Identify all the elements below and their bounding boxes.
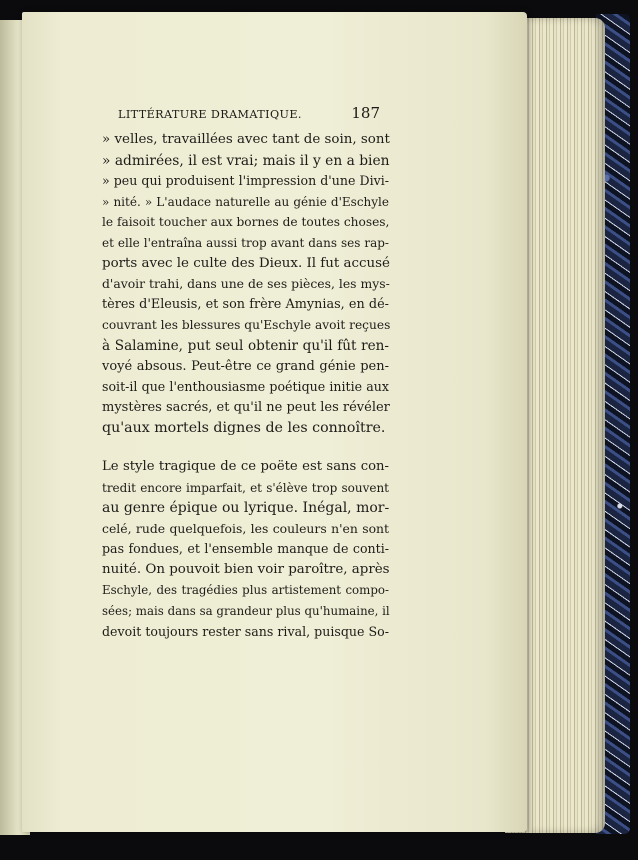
paragraph-1: [102, 130, 389, 439]
text-line: tredit encore imparfait, et s'élève trop souvent: [102, 480, 389, 495]
text-line: mystères sacrés, et qu'il ne peut les révéler: [102, 399, 390, 415]
text-line: sées; mais dans sa grandeur plus qu'humaine, il: [102, 604, 390, 619]
text-line: Eschyle, des tragédies plus artistement compo-: [102, 583, 389, 598]
text-line: voyé absous. Peut-être ce grand génie pen-: [102, 358, 389, 374]
text-line: couvrant les blessures qu'Eschyle avoit reçues: [102, 318, 391, 333]
text-line: tères d'Eleusis, et son frère Amynias, en dé-: [102, 296, 389, 312]
body-text: [102, 130, 389, 642]
page-header: [118, 104, 380, 126]
text-line: et elle l'entraîna aussi trop avant dans ses rap-: [102, 235, 389, 250]
paragraph-2: [102, 457, 389, 642]
text-line: » peu qui produisent l'impression d'une Divi-: [102, 173, 389, 189]
page-number: 187: [351, 104, 380, 122]
text-line: ports avec le culte des Dieux. Il fut accusé: [102, 255, 390, 271]
text-line: devoit toujours rester sans rival, puisque So-: [102, 623, 389, 639]
text-line: d'avoir trahi, dans une de ses pièces, les mys-: [102, 276, 390, 292]
text-line: celé, rude quelquefois, les couleurs n'en sont: [102, 520, 389, 536]
text-line: à Salamine, put seul obtenir qu'il fût ren-: [102, 337, 389, 354]
text-line: qu'aux mortels dignes de les connoître.: [102, 420, 386, 437]
paragraph-gap: [102, 439, 389, 457]
running-title: LITTÉRATURE DRAMATIQUE.: [118, 108, 302, 121]
text-line: Le style tragique de ce poëte est sans con-: [102, 458, 389, 474]
text-line: au genre épique ou lyrique. Inégal, mor-: [102, 500, 390, 517]
text-line: » admirées, il est vrai; mais il y en a bien: [102, 152, 390, 169]
text-line: pas fondues, et l'ensemble manque de conti-: [102, 541, 389, 557]
text-line: nuité. On pouvoit bien voir paroître, après: [102, 561, 390, 577]
text-line: » velles, travaillées avec tant de soin, sont: [102, 132, 390, 147]
text-line: » nité. » L'audace naturelle au génie d'Eschyle: [102, 194, 389, 209]
text-line: le faisoit toucher aux bornes de toutes choses,: [102, 215, 390, 230]
text-line: soit-il que l'enthousiasme poétique initie aux: [102, 379, 389, 395]
